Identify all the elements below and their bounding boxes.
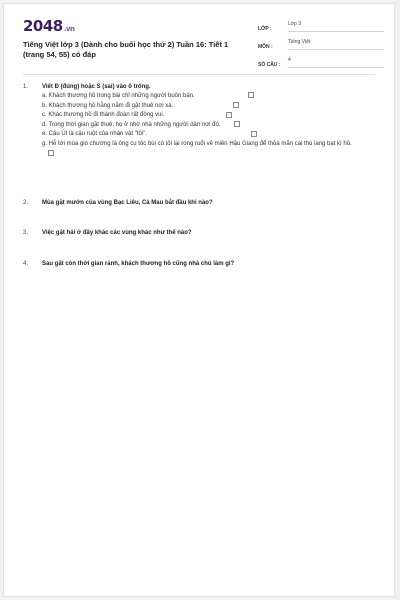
site-logo[interactable] bbox=[23, 17, 74, 35]
option-e bbox=[42, 130, 383, 140]
option-g bbox=[42, 140, 360, 159]
option-b-text: b. Khách thương hồ hằng năm đi gặt thuê nơi xa. bbox=[42, 102, 174, 109]
logo-sub-text: .vn bbox=[63, 25, 75, 33]
meta-panel bbox=[258, 18, 384, 72]
question-1-options bbox=[42, 92, 383, 159]
option-d-text: d. Trong thời gian gặt thuê, họ ở nhờ nhà những người dân nơi đó. bbox=[42, 121, 221, 128]
answer-checkbox-c[interactable] bbox=[226, 112, 232, 118]
option-g-text: g. Hễ tới mùa gió chướng là ông cụ tóc bùi củ tôi lại rong ruổi về miền Hậu Giang để thỏa mãn cái thú lang bạt kì hồ. bbox=[42, 140, 352, 147]
question-3-number: 3. bbox=[23, 230, 29, 236]
option-c-text: c. Khác thương hồ đi thành đoàn rất đông vui. bbox=[42, 112, 165, 119]
question-1-text: Viết Đ (đúng) hoặc S (sai) vào ô trống. bbox=[42, 84, 151, 90]
option-b bbox=[42, 102, 383, 112]
option-d bbox=[42, 121, 383, 131]
question-2-head bbox=[23, 200, 383, 206]
question-2-number: 2. bbox=[23, 200, 29, 206]
question-3-text: Việc gặt hái ở đây khác các vùng khác như thế nào? bbox=[42, 230, 192, 236]
document-title: Tiếng Việt lớp 3 (Dành cho buổi học thứ 2) Tuần 16: Tiết 1 (trang 54, 55) có đáp bbox=[23, 40, 229, 59]
meta-count-value: 4 bbox=[288, 57, 384, 68]
question-3-head bbox=[23, 230, 383, 236]
meta-count-label: SỐ CÂU : bbox=[258, 62, 281, 68]
option-a bbox=[42, 92, 383, 102]
question-1-head bbox=[23, 84, 383, 90]
option-a-text: a. Khách thương hồ trong bài chỉ những người buôn bán. bbox=[42, 93, 195, 99]
logo-main-text: 2048 bbox=[23, 17, 63, 35]
worksheet-page bbox=[3, 3, 395, 597]
question-1 bbox=[23, 84, 383, 159]
option-e-text: e. Cậu Út là cậu ruột của nhân vật "tôi". bbox=[42, 131, 147, 138]
answer-checkbox-a[interactable] bbox=[248, 92, 254, 98]
meta-subject-row bbox=[258, 36, 384, 50]
answer-checkbox-d[interactable] bbox=[234, 121, 240, 127]
meta-class-row bbox=[258, 18, 384, 32]
answer-checkbox-g[interactable] bbox=[48, 150, 54, 156]
question-2-text: Mùa gặt mướn của vùng Bạc Liêu, Cà Mau bắt đầu khi nào? bbox=[42, 200, 213, 206]
header-divider bbox=[23, 74, 375, 75]
question-2 bbox=[23, 200, 383, 206]
question-4-head bbox=[23, 261, 383, 267]
option-c bbox=[42, 111, 383, 121]
question-3 bbox=[23, 230, 383, 236]
meta-class-value: Lớp 3 bbox=[288, 21, 384, 32]
meta-subject-label: MÔN : bbox=[258, 44, 273, 50]
question-4 bbox=[23, 261, 383, 267]
meta-subject-value: Tiếng Việt bbox=[288, 39, 384, 50]
question-4-number: 4. bbox=[23, 261, 29, 267]
answer-checkbox-e[interactable] bbox=[251, 131, 257, 137]
question-1-number: 1. bbox=[23, 84, 29, 90]
meta-count-row bbox=[258, 54, 384, 68]
question-4-text: Sau gặt còn thời gian rảnh, khách thương hồ cũng nhà chủ làm gì? bbox=[42, 261, 235, 267]
meta-class-label: LỚP : bbox=[258, 26, 272, 32]
answer-checkbox-b[interactable] bbox=[233, 102, 239, 108]
